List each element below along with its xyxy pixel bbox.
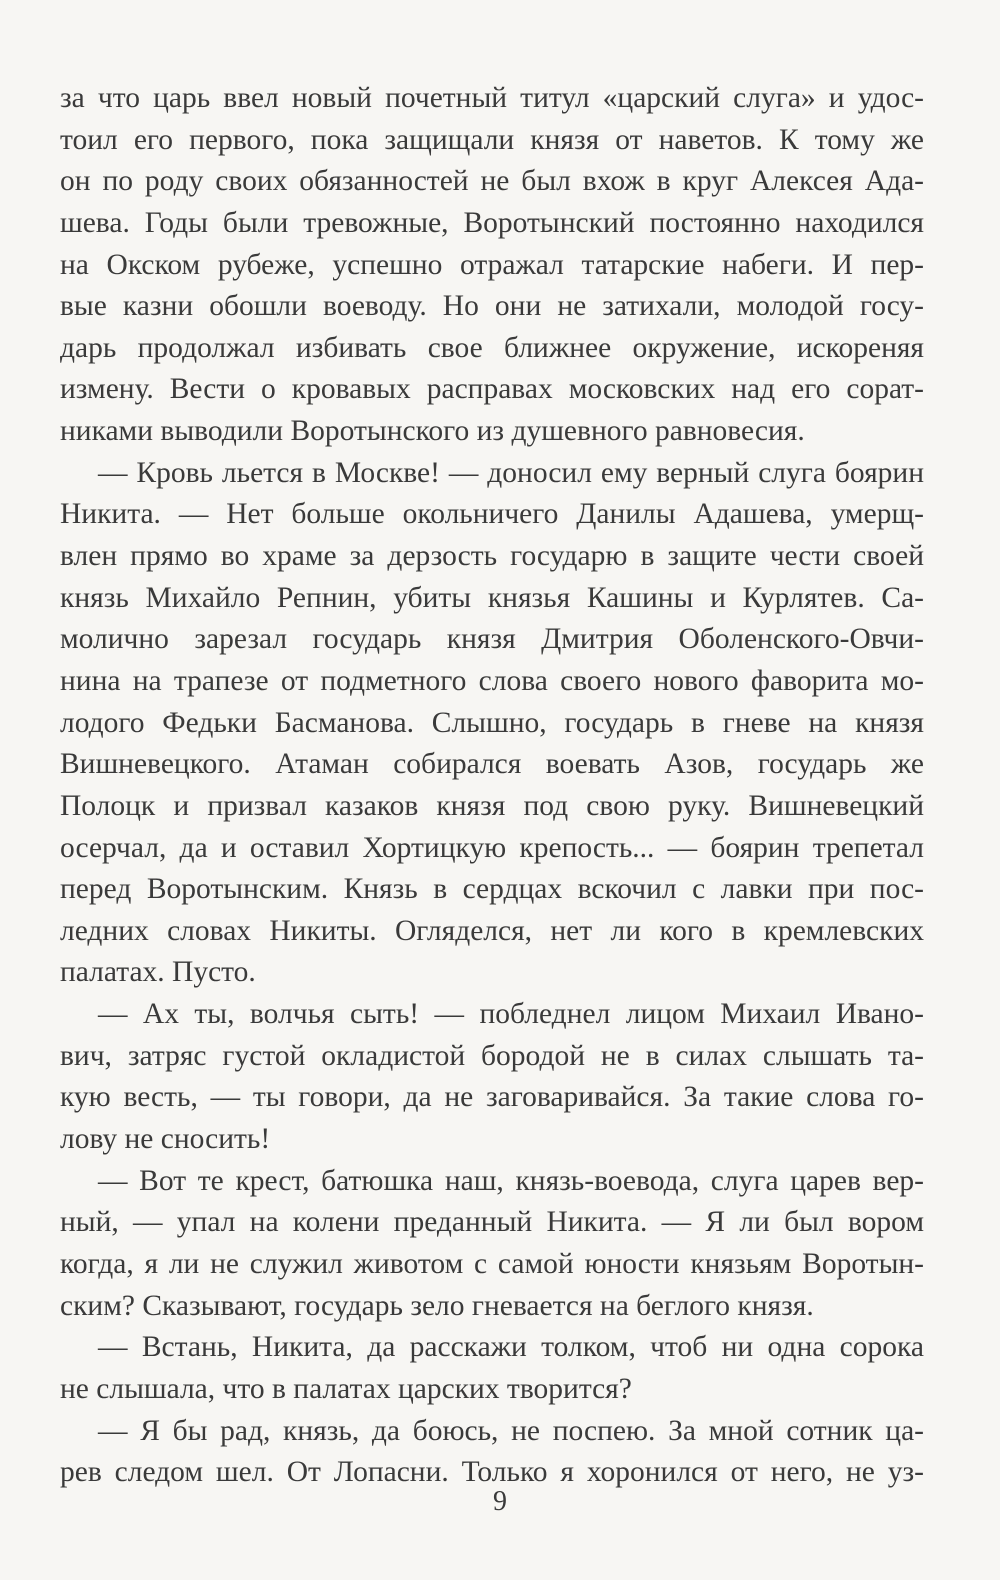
text-line: Никита. — Нет больше окольничего Данилы Адашева, умерщ- bbox=[60, 498, 924, 531]
text-line: ледних словах Никиты. Огляделся, нет ли кого в кремлевских bbox=[60, 914, 924, 947]
text-line: когда, я ли не служил животом с самой юности князьям Воротын- bbox=[60, 1247, 924, 1280]
text-line: кую весть, — ты говори, да не заговаривайся. За такие слова го- bbox=[60, 1081, 924, 1114]
text-line: тоил его первого, пока защищали князя от наветов. К тому же bbox=[60, 123, 924, 156]
text-line: он по роду своих обязанностей не был вхож в круг Алексея Ада- bbox=[60, 165, 924, 198]
text-line: — Встань, Никита, да расскажи толком, чтоб ни одна сорока bbox=[98, 1331, 924, 1364]
body-text bbox=[60, 78, 924, 1494]
text-line: дарь продолжал избивать свое ближнее окружение, искореняя bbox=[60, 331, 924, 364]
text-line: — Вот те крест, батюшка наш, князь-воевода, слуга царев вер- bbox=[98, 1164, 924, 1197]
text-line: рев следом шел. От Лопасни. Только я хоронился от него, не уз- bbox=[60, 1456, 924, 1489]
text-line: князь Михайло Репнин, убиты князья Кашины и Курлятев. Са- bbox=[60, 581, 924, 614]
text-line: лодого Федьки Басманова. Слышно, государь в гневе на князя bbox=[60, 706, 924, 739]
text-line: перед Воротынским. Князь в сердцах вскочил с лавки при пос- bbox=[60, 873, 924, 906]
text-line: вые казни обошли воеводу. Но они не затихали, молодой госу- bbox=[60, 290, 924, 323]
text-line: ный, — упал на колени преданный Никита. — Я ли был вором bbox=[60, 1206, 924, 1239]
text-line: Вишневецкого. Атаман собирался воевать Азов, государь же bbox=[60, 748, 924, 781]
text-line: лову не сносить! bbox=[60, 1123, 271, 1156]
text-line: за что царь ввел новый почетный титул «царский слуга» и удос- bbox=[60, 82, 924, 114]
text-line: — Кровь льется в Москве! — доносил ему верный слуга боярин bbox=[98, 456, 924, 489]
text-line: нина на трапезе от подметного слова своего нового фаворита мо- bbox=[60, 664, 924, 697]
text-line: влен прямо во храме за дерзость государю в защите чести своей bbox=[60, 540, 924, 573]
text-line: на Окском рубеже, успешно отражал татарские набеги. И пер- bbox=[60, 248, 924, 281]
text-line: Полоцк и призвал казаков князя под свою руку. Вишневецкий bbox=[60, 789, 924, 822]
text-line: осерчал, да и оставил Хортицкую крепость... — боярин трепетал bbox=[60, 831, 924, 864]
text-line: — Я бы рад, князь, да боюсь, не поспею. За мной сотник ца- bbox=[98, 1414, 924, 1447]
text-line: — Ах ты, волчья сыть! — побледнел лицом Михаил Ивано- bbox=[98, 998, 924, 1031]
text-line: измену. Вести о кровавых расправах московских над его сорат- bbox=[60, 373, 924, 406]
text-line: не слышала, что в палатах царских творится? bbox=[60, 1372, 632, 1405]
text-line: молично зарезал государь князя Дмитрия Оболенского-Овчи- bbox=[60, 623, 924, 656]
text-line: шева. Годы были тревожные, Воротынский постоянно находился bbox=[60, 206, 924, 239]
text-line: ским? Сказывают, государь зело гневается на беглого князя. bbox=[60, 1289, 814, 1322]
text-line: вич, затряс густой окладистой бородой не в силах слышать та- bbox=[60, 1039, 924, 1072]
text-line: палатах. Пусто. bbox=[60, 956, 256, 989]
text-line: никами выводили Воротынского из душевного равновесия. bbox=[60, 415, 805, 448]
page-number: 9 bbox=[493, 1486, 507, 1517]
